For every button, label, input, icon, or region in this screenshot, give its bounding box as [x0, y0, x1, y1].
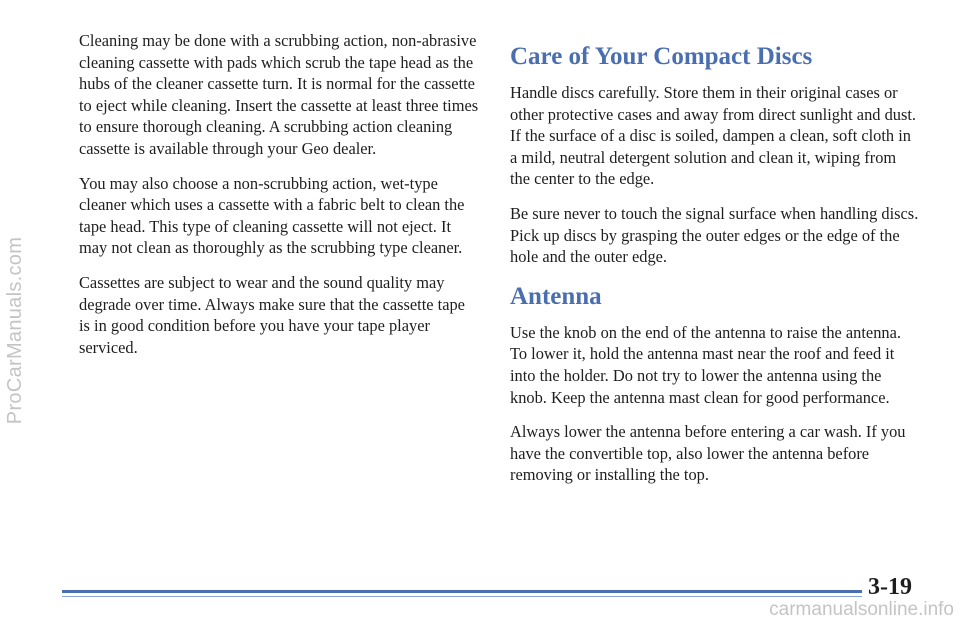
- left-column: [79, 30, 479, 371]
- side-watermark: [2, 160, 30, 500]
- paragraph-disc-signal-surface: Be sure never to touch the signal surface when handling discs. Pick up discs by grasping the outer edges or the edge of the hole and the outer edge.: [510, 203, 919, 267]
- paragraph-cassette-wear: Cassettes are subject to wear and the sound quality may degrade over time. Always make sure that the cassette tape is in good condition before you have your tape player serviced.: [79, 272, 465, 357]
- side-watermark-text: ProCarManuals.com: [4, 236, 27, 424]
- right-column: [510, 42, 920, 499]
- paragraph-disc-handling: Handle discs carefully. Store them in their original cases or other protective cases and away from direct sunlight and dust. If the surface of a disc is soiled, dampen a clean, soft cloth in a mild, neutral detergent solution and clean it, wiping from the center to the edge.: [510, 83, 916, 189]
- heading-compact-discs: Care of Your Compact Discs: [510, 43, 813, 70]
- heading-antenna: Antenna: [510, 282, 602, 310]
- paragraph-cleaning-scrubbing: Cleaning may be done with a scrubbing action, non-abrasive cleaning cassette with pads which scrub the tape head as the hubs of the cleaner cassette turn. It is normal for the cassette to eject while cleaning. Insert the cassette at least three times to ensure thorough cleaning. A scrubbing action cleaning cassette is available through your Geo dealer.: [79, 31, 479, 158]
- footer-rule: [62, 590, 862, 593]
- paragraph-antenna-car-wash: Always lower the antenna before entering a car wash. If you have the convertible top, also lower the antenna before removing or installing the top.: [510, 422, 906, 485]
- paragraph-antenna-use: Use the knob on the end of the antenna to raise the antenna. To lower it, hold the antenna mast near the roof and feed it into the holder. Do not try to lower the antenna using the knob. Keep the antenna mast clean for good performance.: [510, 322, 901, 407]
- bottom-watermark: carmanualsonline.info: [769, 599, 954, 620]
- page-number: 3-19: [868, 574, 912, 600]
- footer-rule-thin: [62, 596, 862, 597]
- paragraph-cleaning-wet-type: You may also choose a non-scrubbing action, wet-type cleaner which uses a cassette with a fabric belt to clean the tape head. This type of cleaning cassette will not eject. It may not clean as thoroughly as the scrubbing type cleaner.: [79, 173, 465, 258]
